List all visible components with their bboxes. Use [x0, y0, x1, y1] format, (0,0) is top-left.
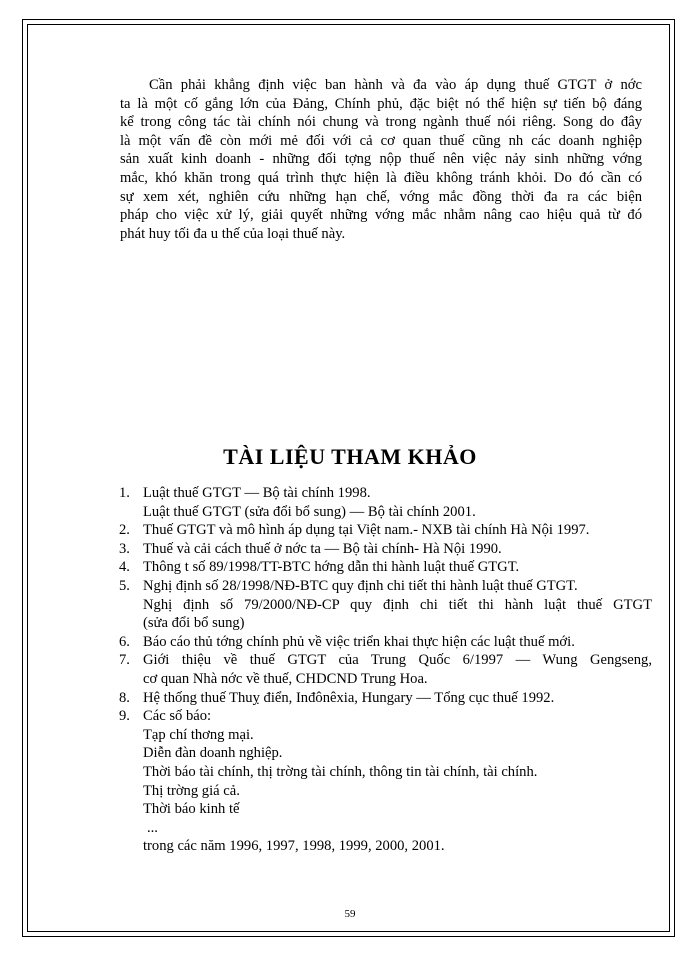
- reference-line: Luật thuế GTGT — Bộ tài chính 1998.: [143, 485, 371, 501]
- references-list: [119, 484, 652, 856]
- reference-line: cơ quan Nhà nớc về thuế, CHDCND Trung Hoa.: [143, 670, 428, 687]
- reference-line: Hệ thống thuế Thuỵ điển, Inđônêxia, Hungary — Tổng cục thuế 1992.: [143, 689, 555, 706]
- reference-line: ...: [147, 819, 158, 836]
- reference-item: [119, 633, 652, 652]
- reference-item: [119, 689, 652, 708]
- reference-number: 3.: [119, 540, 130, 557]
- page-number: 59: [344, 908, 356, 920]
- paragraph-line: mắc, khó khăn trong quá trình thực hiện là điều không tránh khỏi. Do đó cần có: [120, 169, 642, 186]
- reference-item: [119, 707, 652, 856]
- reference-line: Các số báo:: [143, 708, 212, 725]
- reference-item: [119, 651, 652, 688]
- reference-item: [119, 558, 652, 577]
- reference-line: Thông t số 89/1998/TT-BTC hớng dẫn thi hành luật thuế GTGT.: [143, 559, 520, 576]
- reference-line: Diễn đàn doanh nghiệp.: [143, 745, 283, 762]
- references-title: TÀI LIỆU THAM KHẢO: [223, 444, 477, 469]
- paragraph-line: là một vấn đề còn mới mẻ đối với cả cơ quan thuế cũng nh các doanh nghiệp: [120, 132, 642, 149]
- reference-number: 1.: [119, 485, 130, 501]
- paragraph-line: pháp cho việc xử lý, giải quyết những vớng mắc nhằm nâng cao hiệu quả từ đó: [120, 207, 642, 224]
- paragraph-line: sự xem xét, nghiên cứu những hạn chế, vớng mắc đồng thời đa ra các biện: [120, 188, 642, 205]
- reference-number: 2.: [119, 522, 130, 539]
- paragraph-line: sản xuất kinh doanh - những đối tợng nộp thuế nên việc nảy sinh những vớng: [120, 151, 642, 168]
- reference-line: Thời báo tài chính, thị trờng tài chính, thông tin tài chính, tài chính.: [143, 763, 538, 780]
- paragraph-line: phát huy tối đa u thế của loại thuế này.: [120, 225, 346, 242]
- reference-line: Luật thuế GTGT (sửa đổi bổ sung) — Bộ tài chính 2001.: [143, 503, 476, 520]
- reference-item: [119, 521, 652, 540]
- reference-line: (sửa đổi bổ sung): [143, 615, 245, 632]
- reference-line: Tạp chí thơng mại.: [143, 726, 254, 743]
- reference-item: [119, 577, 652, 633]
- paragraph-line: ta là một cố gắng lớn của Đảng, Chính phủ, đặc biệt nó thể hiện sự tiến bộ đáng: [120, 95, 642, 112]
- paragraph-line: kể trong công tác tài chính nói chung và trong ngành thuế nói riêng. Song do đây: [120, 114, 642, 131]
- reference-line: Báo cáo thủ tớng chính phủ về việc triển khai thực hiện các luật thuế mới.: [143, 633, 575, 650]
- reference-number: 8.: [119, 689, 130, 706]
- reference-number: 9.: [119, 708, 130, 725]
- reference-line: Thuế và cải cách thuế ở nớc ta — Bộ tài chính- Hà Nội 1990.: [143, 540, 502, 557]
- reference-line: Thời báo kinh tế: [143, 801, 240, 818]
- reference-line: trong các năm 1996, 1997, 1998, 1999, 2000, 2001.: [143, 838, 445, 855]
- reference-line: Nghị định số 28/1998/NĐ-BTC quy định chi tiết thi hành luật thuế GTGT.: [143, 577, 578, 594]
- paragraph-line: Cần phải khẳng định việc ban hành và đa vào áp dụng thuế GTGT ở nớc: [149, 77, 642, 93]
- reference-number: 6.: [119, 633, 130, 650]
- reference-item: [119, 540, 652, 559]
- reference-line: Thuế GTGT và mô hình áp dụng tại Việt nam.- NXB tài chính Hà Nội 1997.: [143, 522, 590, 539]
- conclusion-paragraph: [120, 76, 642, 243]
- reference-number: 4.: [119, 559, 130, 576]
- reference-item: [119, 484, 652, 521]
- reference-number: 7.: [119, 652, 130, 669]
- reference-line: Thị trờng giá cả.: [143, 782, 240, 799]
- reference-line: Giới thiệu về thuế GTGT của Trung Quốc 6/1997 — Wung Gengseng,: [143, 652, 652, 669]
- reference-line: Nghị định số 79/2000/NĐ-CP quy định chi tiết thi hành luật thuế GTGT: [143, 596, 652, 613]
- reference-number: 5.: [119, 577, 130, 594]
